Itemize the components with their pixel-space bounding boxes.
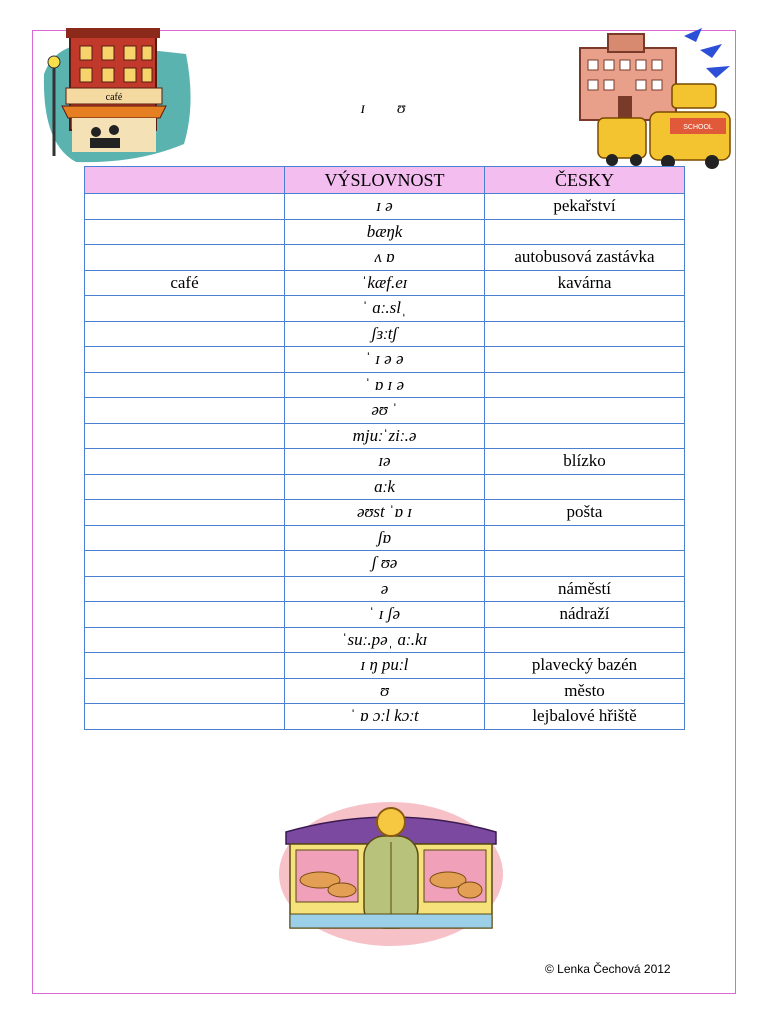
pronunciation-cell: ˈ ɪ ʃə	[285, 602, 485, 628]
cafe-clipart	[36, 14, 196, 170]
czech-cell: kavárna	[485, 270, 685, 296]
table-row	[85, 627, 685, 653]
table-row	[85, 398, 685, 424]
table-row	[85, 194, 685, 220]
table-row	[85, 219, 685, 245]
english-cell	[85, 398, 285, 424]
english-cell	[85, 576, 285, 602]
czech-cell: autobusová zastávka	[485, 245, 685, 271]
czech-cell	[485, 423, 685, 449]
czech-cell: pošta	[485, 500, 685, 526]
table-row	[85, 347, 685, 373]
cafe-sign: café	[105, 92, 123, 103]
pronunciation-cell: əʊ ˈ	[285, 398, 485, 424]
czech-cell	[485, 525, 685, 551]
pronunciation-cell: ʃɒ	[285, 525, 485, 551]
english-cell	[85, 449, 285, 475]
pronunciation-cell: ʊ	[285, 678, 485, 704]
school-sign: SCHOOL	[683, 124, 713, 131]
header-pronunciation: VÝSLOVNOST	[285, 167, 485, 194]
pronunciation-cell: ʃɜːtʃ	[285, 321, 485, 347]
czech-cell	[485, 627, 685, 653]
table-row	[85, 678, 685, 704]
pronunciation-cell: ˈsuː.pəˌ ɑː.kɪ	[285, 627, 485, 653]
czech-cell: město	[485, 678, 685, 704]
table-row	[85, 704, 685, 730]
english-cell	[85, 704, 285, 730]
copyright-footer: © Lenka Čechová 2012	[545, 962, 671, 976]
pronunciation-cell: ɪə	[285, 449, 485, 475]
table-row	[85, 551, 685, 577]
pronunciation-cell: ˈ ɒ ɪ ə	[285, 372, 485, 398]
english-cell	[85, 678, 285, 704]
pronunciation-cell: ʃ ʊə	[285, 551, 485, 577]
school-bus-clipart	[572, 26, 738, 176]
english-cell	[85, 627, 285, 653]
table-row	[85, 576, 685, 602]
pronunciation-cell: ˈ ɒ ɔːl kɔːt	[285, 704, 485, 730]
table-row	[85, 602, 685, 628]
english-cell	[85, 551, 285, 577]
table-row	[85, 296, 685, 322]
english-cell	[85, 245, 285, 271]
czech-cell	[485, 398, 685, 424]
czech-cell: blízko	[485, 449, 685, 475]
pronunciation-cell: ɑːk	[285, 474, 485, 500]
table-row	[85, 321, 685, 347]
pronunciation-cell: ə	[285, 576, 485, 602]
czech-cell: náměstí	[485, 576, 685, 602]
table-row	[85, 653, 685, 679]
english-cell	[85, 653, 285, 679]
title-ipa: ɪ ʊ	[360, 100, 420, 117]
header-czech: ČESKY	[485, 167, 685, 194]
czech-cell	[485, 372, 685, 398]
header-english	[85, 167, 285, 194]
table-row	[85, 474, 685, 500]
pronunciation-cell: ˈ ɑː.slˌ	[285, 296, 485, 322]
pronunciation-cell: mjuːˈziː.ə	[285, 423, 485, 449]
czech-cell	[485, 219, 685, 245]
czech-cell: nádraží	[485, 602, 685, 628]
english-cell: café	[85, 270, 285, 296]
table-row	[85, 449, 685, 475]
english-cell	[85, 525, 285, 551]
table-row	[85, 500, 685, 526]
table-row	[85, 423, 685, 449]
pronunciation-cell: bæŋk	[285, 219, 485, 245]
english-cell	[85, 347, 285, 373]
english-cell	[85, 372, 285, 398]
czech-cell: plavecký bazén	[485, 653, 685, 679]
pronunciation-cell: ʌ ɒ	[285, 245, 485, 271]
english-cell	[85, 602, 285, 628]
table-row	[85, 525, 685, 551]
bakery-clipart	[276, 792, 506, 950]
czech-cell	[485, 347, 685, 373]
pronunciation-cell: əʊst ˈɒ ɪ	[285, 500, 485, 526]
pronunciation-cell: ɪ ə	[285, 194, 485, 220]
english-cell	[85, 474, 285, 500]
czech-cell	[485, 296, 685, 322]
czech-cell: pekařství	[485, 194, 685, 220]
vocabulary-table	[84, 166, 685, 730]
english-cell	[85, 194, 285, 220]
pronunciation-cell: ˈ ɪ ə ə	[285, 347, 485, 373]
english-cell	[85, 296, 285, 322]
table-row	[85, 245, 685, 271]
table-row	[85, 372, 685, 398]
table-header-row	[85, 167, 685, 194]
czech-cell	[485, 551, 685, 577]
english-cell	[85, 321, 285, 347]
pronunciation-cell: ɪ ŋ puːl	[285, 653, 485, 679]
english-cell	[85, 500, 285, 526]
table-row	[85, 270, 685, 296]
czech-cell: lejbalové hřiště	[485, 704, 685, 730]
english-cell	[85, 423, 285, 449]
pronunciation-cell: ˈkæf.eɪ	[285, 270, 485, 296]
czech-cell	[485, 474, 685, 500]
czech-cell	[485, 321, 685, 347]
english-cell	[85, 219, 285, 245]
